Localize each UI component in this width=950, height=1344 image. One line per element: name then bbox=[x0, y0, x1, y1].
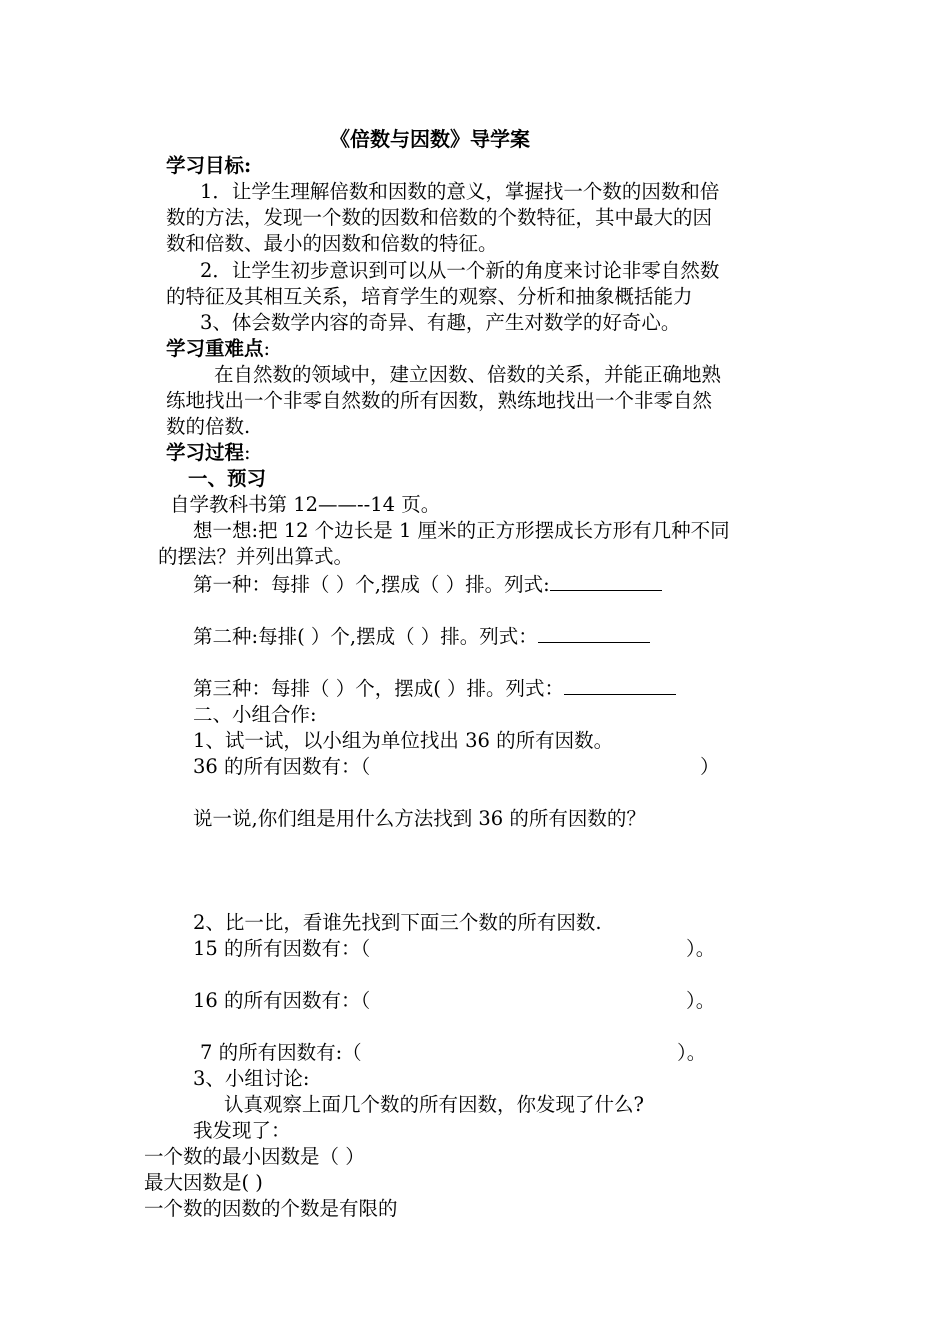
method-row bbox=[193, 676, 676, 702]
answer-blank[interactable] bbox=[538, 624, 650, 643]
q2-answer-label: 7 的所有因数有:（ bbox=[200, 1041, 362, 1064]
question-2: 2、比一比，看谁先找到下面三个数的所有因数. bbox=[193, 911, 602, 934]
q2-answer-close: ）。 bbox=[677, 1041, 707, 1064]
think-line: 的摆法？并列出算式。 bbox=[158, 545, 354, 568]
q1-answer-close: ） bbox=[700, 755, 720, 778]
method-text: 第二种:每排( ）个,摆成（ ）排。列式： bbox=[193, 625, 538, 648]
keypoints-heading-row bbox=[166, 336, 270, 362]
process-heading: 学习过程 bbox=[166, 441, 245, 464]
question-3: 3、小组讨论: bbox=[193, 1067, 310, 1090]
q2-answer-label: 15 的所有因数有：（ bbox=[193, 937, 371, 960]
question-1: 1、试一试，以小组为单位找出 36 的所有因数。 bbox=[193, 729, 614, 752]
preview-line: 自学教科书第 12——--14 页。 bbox=[170, 493, 441, 516]
q1-answer-label: 36 的所有因数有：（ bbox=[193, 755, 371, 778]
method-row bbox=[193, 624, 650, 650]
method-text: 第一种：每排（ ）个,摆成（ ）排。列式: bbox=[193, 573, 550, 596]
conclusion-line: 一个数的因数的个数是有限的 bbox=[144, 1197, 398, 1220]
objective-line: 1．让学生理解倍数和因数的意义，掌握找一个数的因数和倍 bbox=[200, 180, 720, 203]
objective-line: 2．让学生初步意识到可以从一个新的角度来讨论非零自然数 bbox=[200, 259, 720, 282]
answer-blank[interactable] bbox=[564, 676, 676, 695]
keypoint-line: 在自然数的领域中，建立因数、倍数的关系，并能正确地熟 bbox=[214, 363, 722, 386]
process-colon: : bbox=[244, 441, 251, 464]
method-row bbox=[193, 572, 662, 598]
group-heading: 二、小组合作: bbox=[193, 703, 317, 726]
page-title: 《倍数与因数》导学案 bbox=[330, 127, 530, 151]
conclusion-line: 一个数的最小因数是（ ） bbox=[144, 1145, 365, 1168]
keypoint-line: 练地找出一个非零自然数的所有因数，熟练地找出一个非零自然 bbox=[166, 389, 713, 412]
keypoints-heading: 学习重难点 bbox=[166, 337, 264, 360]
objectives-heading: 学习目标: bbox=[166, 154, 252, 177]
preview-heading: 一、预习 bbox=[188, 467, 267, 490]
keypoints-colon: : bbox=[263, 337, 271, 360]
q3-prompt: 认真观察上面几个数的所有因数，你发现了什么? bbox=[224, 1093, 644, 1116]
process-heading-row bbox=[166, 440, 251, 466]
answer-blank[interactable] bbox=[550, 572, 662, 591]
found-label: 我发现了： bbox=[193, 1119, 291, 1142]
objective-line: 3、体会数学内容的奇异、有趣，产生对数学的好奇心。 bbox=[200, 311, 681, 334]
objective-line: 数的方法，发现一个数的因数和倍数的个数特征，其中最大的因 bbox=[166, 206, 713, 229]
conclusion-line: 最大因数是( ) bbox=[144, 1171, 263, 1194]
q2-answer-label: 16 的所有因数有：（ bbox=[193, 989, 371, 1012]
q2-answer-close: ）。 bbox=[686, 937, 716, 960]
objective-line: 数和倍数、最小的因数和倍数的特征。 bbox=[166, 232, 498, 255]
method-text: 第三种：每排（ ）个，摆成( ）排。列式： bbox=[193, 677, 565, 700]
keypoint-line: 数的倍数. bbox=[166, 415, 251, 438]
objective-line: 的特征及其相互关系，培育学生的观察、分析和抽象概括能力 bbox=[166, 285, 693, 308]
q2-answer-close: ）。 bbox=[686, 989, 716, 1012]
q1-say: 说一说,你们组是用什么方法找到 36 的所有因数的？ bbox=[193, 807, 646, 830]
think-line: 想一想:把 12 个边长是 1 厘米的正方形摆成长方形有几种不同 bbox=[193, 519, 730, 542]
